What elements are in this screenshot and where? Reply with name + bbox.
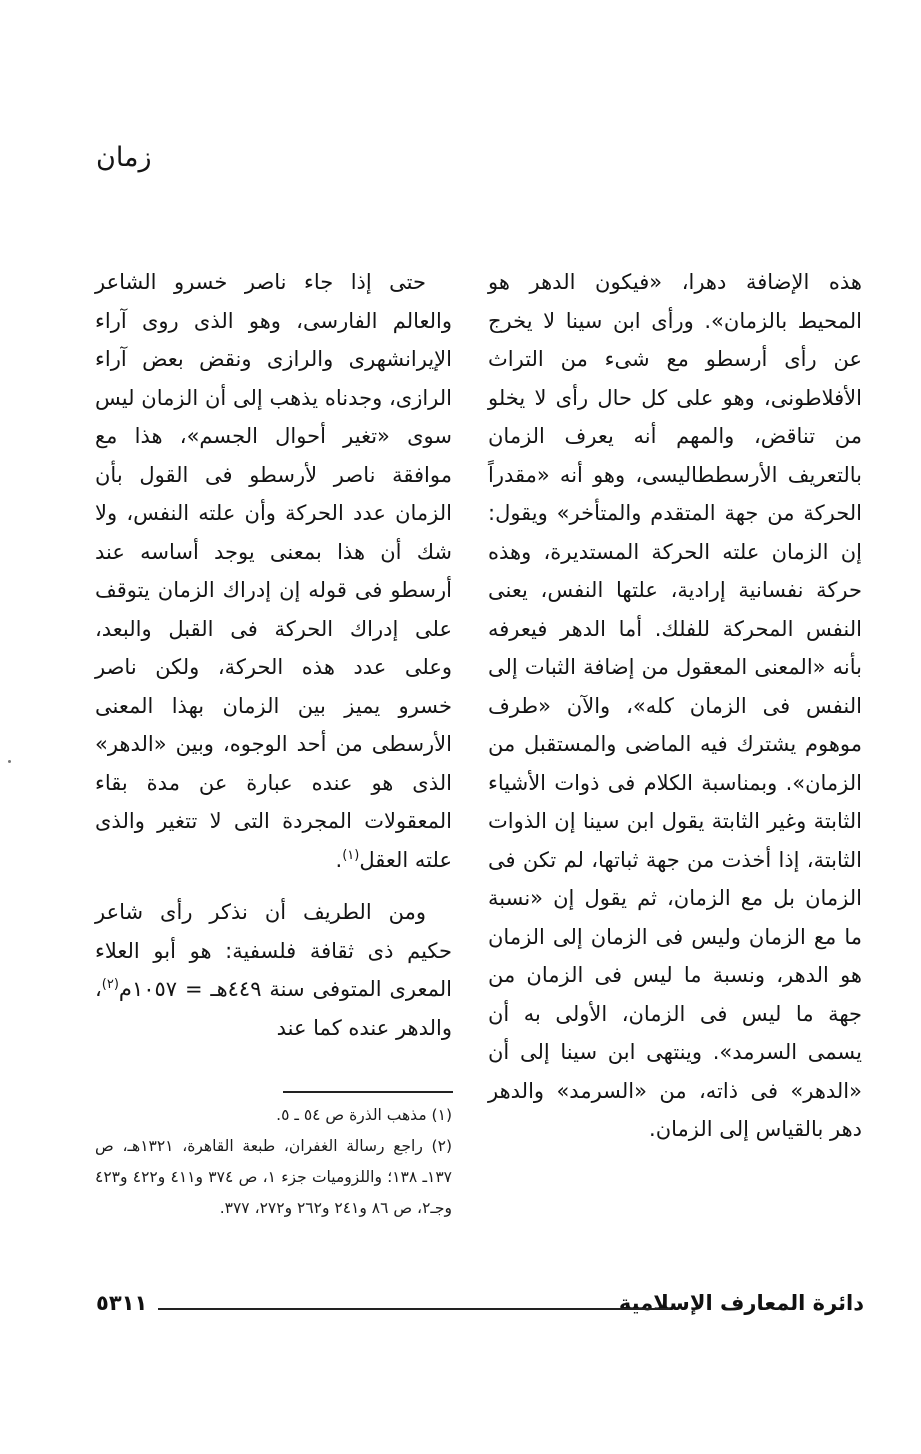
left-paragraph-2-text-b: ، والدهر عنده كما عند <box>95 977 452 1040</box>
left-paragraph-1-text: حتى إذا جاء ناصر خسرو الشاعر والعالم الفارسى، وهو الذى روى آراء الإيرانشهرى والرازى ونقض بعض آراء الرازى، وجدناه يذهب إلى أن الزمان ليس سوى «تغير أحوال الجسم»، هذا مع موافقة ناصر لأرسطو فى القول بأن الزمان عدد الحركة وأن علته النفس، ولا شك أن هذا بمعنى يوجد أساسه عند أرسطو فى قوله إن إدراك الزمان يتوقف على إدراك الحركة فى القبل والبعد، وعلى عدد هذه الحركة، ولكن ناصر خسرو يميز بين الزمان بهذا المعنى الأرسطى من أحد الوجوه، وبين «الدهر» الذى هو عنده عبارة عن مدة بقاء المعقولات المجردة التى لا تتغير والذى علته العقل <box>95 270 452 872</box>
footnote-ref-1[interactable]: (١) <box>342 847 360 863</box>
left-paragraph-2 <box>95 893 452 1047</box>
right-column <box>488 263 862 1149</box>
footnote-ref-2[interactable]: (٢) <box>101 977 119 992</box>
footnotes <box>95 1100 452 1224</box>
right-paragraph-1: هذه الإضافة دهرا، «فيكون الدهر هو المحيط بالزمان». ورأى ابن سينا لا يخرج عن رأى أرسطو مع شىء من التراث الأفلاطونى، وهو على كل حال رأى لا يخلو من تناقض، والمهم أنه يعرف الزمان بالتعريف الأرسططاليسى، وهو أنه «مقدراً الحركة من جهة المتقدم والمتأخر» ويقول: إن الزمان علته الحركة المستديرة، وهذه حركة نفسانية إرادية، علتها النفس، يعنى النفس المحركة للفلك. أما الدهر فيعرفه بأنه «المعنى المعقول من إضافة الثبات إلى النفس فى الزمان كله»، والآن «طرف موهوم يشترك فيه الماضى والمستقبل من الزمان». وبمناسبة الكلام فى ذوات الأشياء الثابتة وغير الثابتة يقول ابن سينا إن الذوات الثابتة، إذا أخذت من جهة ثباتها، لم تكن فى الزمان بل مع الزمان، ثم يقول إن «نسبة ما مع الزمان وليس فى الزمان إلى الزمان هو الدهر، ونسبة ما ليس فى الزمان من جهة ما ليس فى الزمان، الأولى به أن يسمى السرمد». وينتهى ابن سينا إلى أن «الدهر» فى ذاته، من «السرمد» والدهر دهر بالقياس إلى الزمان. <box>488 270 862 1141</box>
scan-speck <box>8 760 11 763</box>
page-number: ٥٣١١ <box>96 1291 148 1315</box>
footnote-2: (٢) راجع رسالة الغفران، طبعة القاهرة، ١٣٢١هـ، ص ١٣٧ـ ١٣٨؛ واللزوميات جزء ١، ص ٣٧٤ و٤١١ و٤٢٢ و٤٢٣ وجـ٢، ص ٨٦ و٢٤١ و٢٦٢ و٢٧٢، ٣٧٧. <box>95 1137 452 1217</box>
footer-divider <box>158 1308 670 1310</box>
running-title: زمان <box>96 142 152 173</box>
footer-title: دائرة المعارف الإسلامية <box>618 1291 864 1315</box>
footnote-1: (١) مذهب الذرة ص ٥٤ ـ ٥. <box>276 1106 452 1124</box>
left-paragraph-2-text-a: ومن الطريف أن نذكر رأى شاعر حكيم ذى ثقافة فلسفية: هو أبو العلاء المعرى المتوفى سنة ٤٤٩هـ = ١٠٥٧م <box>95 900 452 1001</box>
footnote-divider <box>283 1091 453 1093</box>
left-column <box>95 263 452 1047</box>
page-footer <box>96 1291 864 1325</box>
left-paragraph-1: حتى إذا جاء ناصر خسرو الشاعر والعالم الفارسى، وهو الذى روى آراء الإيرانشهرى والرازى ونقض بعض آراء الرازى، وجدناه يذهب إلى أن الزمان ليس سوى «تغير أحوال الجسم»، هذا مع موافقة ناصر لأرسطو فى القول بأن الزمان عدد الحركة وأن علته النفس، ولا شك أن هذا بمعنى يوجد أساسه عند أرسطو فى قوله إن إدراك الزمان يتوقف على إدراك الحركة فى القبل والبعد، وعلى عدد هذه الحركة، ولكن ناصر خسرو يميز بين الزمان بهذا المعنى الأرسطى من أحد الوجوه، وبين «الدهر» الذى هو عنده عبارة عن مدة بقاء المعقولات المجردة التى لا تتغير والذى علته العقل$^{(١)}$. <box>95 270 452 872</box>
